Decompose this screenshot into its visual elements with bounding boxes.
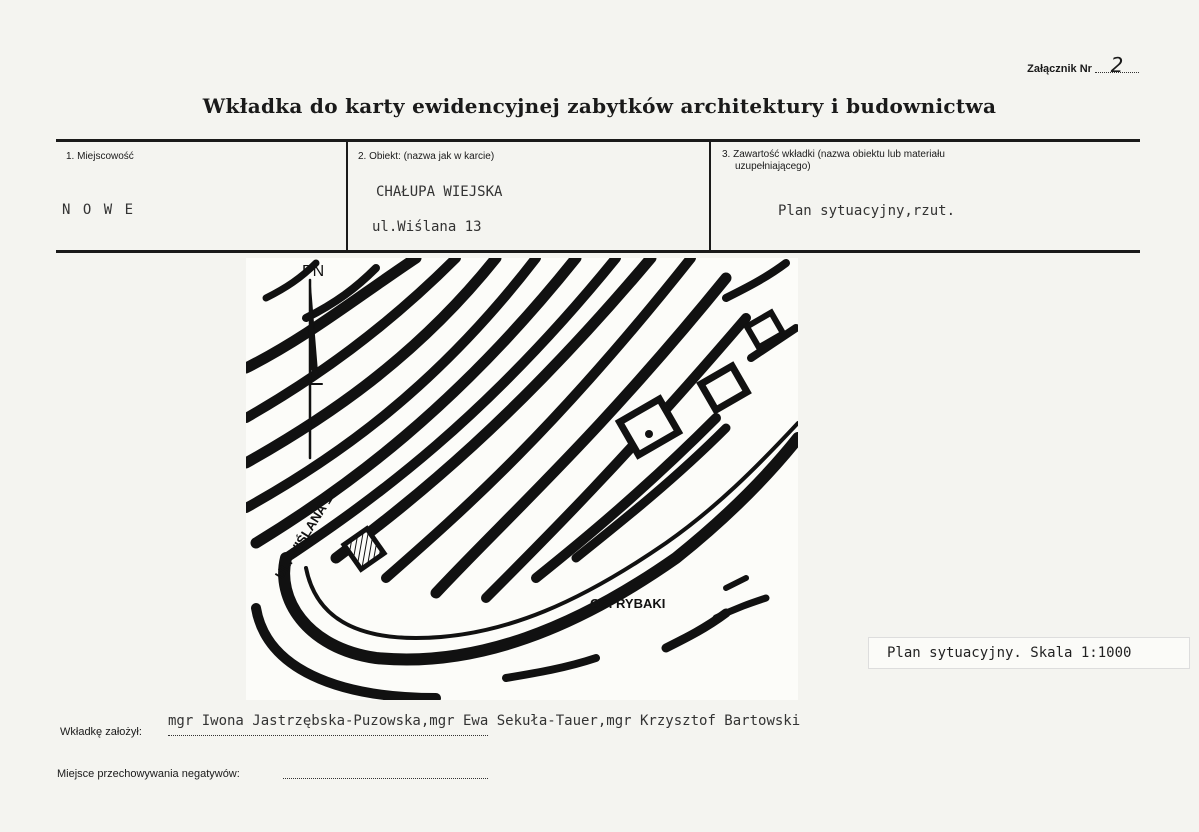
map-caption: Plan sytuacyjny. Skala 1:1000 [868, 637, 1190, 669]
object-value-line2: ul.Wiślana 13 [372, 219, 482, 235]
contents-value: Plan sytuacyjny,rzut. [778, 203, 956, 219]
north-label: PN [302, 263, 325, 280]
locality-value: N O W E [62, 202, 136, 218]
object-label: 2. Obiekt: (nazwa jak w karcie) [358, 151, 495, 162]
street-label: UL. WIŚLANA 13 [271, 486, 340, 582]
estate-label: OŚ. RYBAKI [590, 596, 666, 611]
top-rule [56, 139, 1140, 142]
contents-label-line2: uzupełniającego) [735, 161, 811, 172]
column-divider-2 [709, 141, 711, 250]
annex-label: Załącznik Nr [1027, 63, 1092, 75]
column-divider-1 [346, 141, 348, 250]
annex-number [1027, 53, 1139, 77]
object-value-line1: CHAŁUPA WIEJSKA [376, 184, 503, 200]
site-map-drawing [246, 258, 798, 700]
contents-label [722, 149, 945, 173]
annex-value: 2 [1095, 58, 1139, 73]
document-title: Wkładka do karty ewidencyjnej zabytków architektury i budownictwa [202, 94, 997, 118]
site-map [246, 258, 798, 700]
negatives-dotted-line [283, 778, 488, 779]
negatives-label: Miejsce przechowywania negatywów: [57, 768, 240, 780]
locality-label: 1. Miejscowość [66, 151, 134, 162]
contents-label-line1: 3. Zawartość wkładki (nazwa obiektu lub materiału [722, 149, 945, 160]
author-label: Wkładkę założył: [60, 726, 142, 738]
bottom-rule [56, 250, 1140, 253]
author-dotted-line [168, 735, 488, 736]
author-value: mgr Iwona Jastrzębska-Puzowska,mgr Ewa Sekuła-Tauer,mgr Krzysztof Bartowski [168, 713, 801, 729]
